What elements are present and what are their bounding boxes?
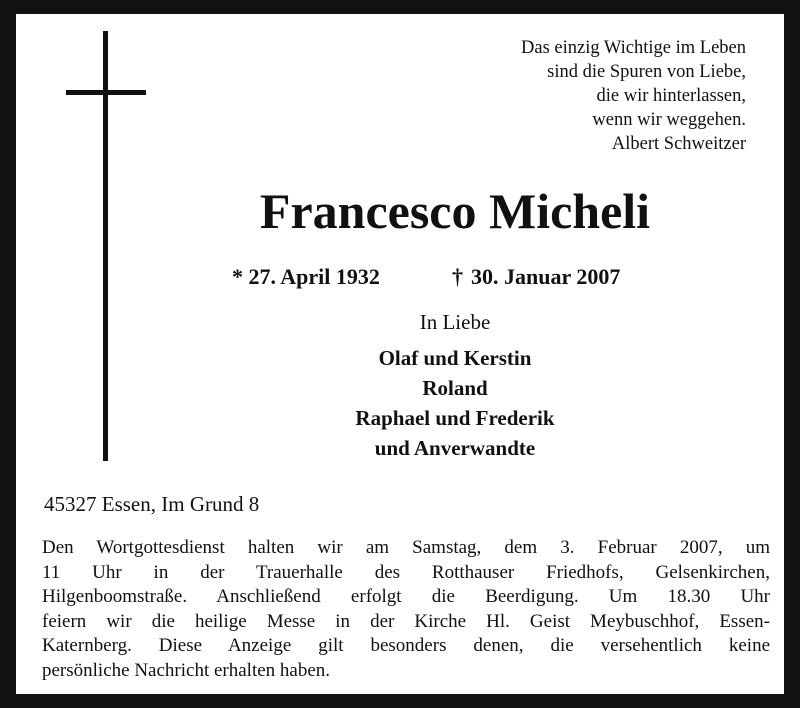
- life-dates: [230, 263, 680, 291]
- mourners-intro: In Liebe: [419, 310, 491, 334]
- quote-line: sind die Spuren von Liebe,: [547, 62, 746, 82]
- service-notice-line: Hilgenboomstraße. Anschließend erfolgt die Beerdigung. Um 18.30 Uhr: [42, 586, 770, 607]
- service-notice-line: 11 Uhr in der Trauerhalle des Rotthauser Friedhofs, Gelsenkirchen,: [42, 561, 770, 583]
- mourner-name: Roland: [422, 376, 488, 400]
- quote: [521, 36, 746, 156]
- service-notice: [42, 536, 770, 683]
- service-notice-line: persönliche Nachricht erhalten haben.: [42, 659, 331, 681]
- quote-author: Albert Schweitzer: [611, 134, 746, 154]
- mourner-name: Olaf und Kerstin: [378, 346, 532, 370]
- service-notice-line: Den Wortgottesdienst halten wir am Samstag, dem 3. Februar 2007, um: [42, 537, 770, 558]
- death-date: 30. Januar 2007: [471, 264, 621, 289]
- dagger-icon: †: [452, 264, 463, 289]
- mourner-name: Raphael und Frederik: [355, 406, 555, 430]
- service-notice-line: Katernberg. Diese Anzeige gilt besonders denen, die versehentlich keine: [42, 635, 770, 656]
- quote-line: Das einzig Wichtige im Leben: [521, 38, 746, 58]
- service-notice-line: feiern wir die heilige Messe in der Kirche Hl. Geist Meybuschhof, Essen-: [42, 610, 770, 632]
- mourners-list: [140, 343, 770, 463]
- cross-icon: [103, 31, 108, 461]
- mourner-name: und Anverwandte: [374, 436, 536, 460]
- death-date-group: [452, 263, 620, 291]
- cross-icon-bar: [66, 90, 146, 95]
- birth-date-group: [232, 263, 380, 291]
- birth-date: 27. April 1932: [248, 264, 380, 289]
- deceased-name: Francesco Micheli: [259, 183, 651, 239]
- birth-symbol: *: [232, 264, 243, 289]
- quote-line: die wir hinterlassen,: [596, 86, 746, 106]
- quote-line: wenn wir weggehen.: [592, 110, 746, 130]
- family-address: 45327 Essen, Im Grund 8: [44, 492, 260, 516]
